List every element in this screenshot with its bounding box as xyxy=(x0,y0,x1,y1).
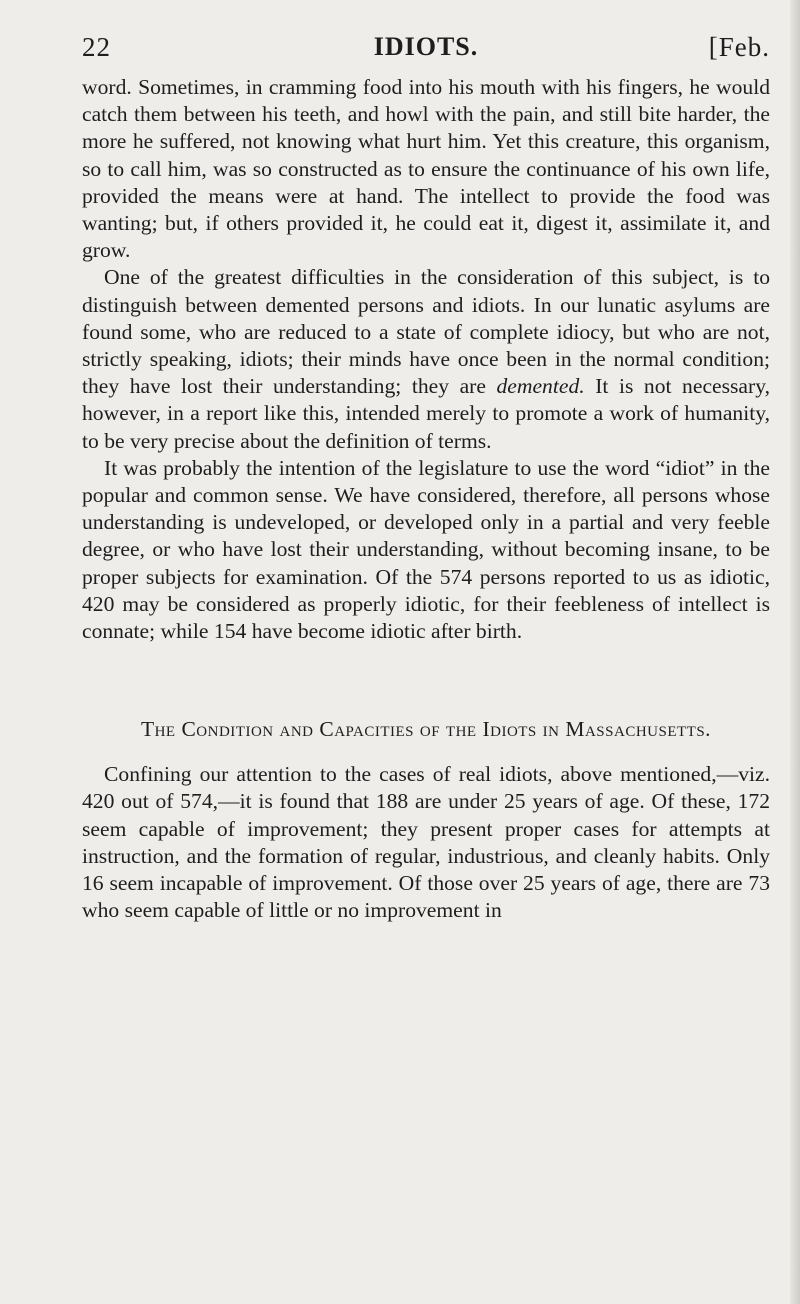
running-month: [Feb. xyxy=(708,32,770,62)
running-title: IDIOTS. xyxy=(373,32,479,61)
page-body xyxy=(82,74,770,924)
paragraph-3: It was probably the intention of the legislature to use the word “idiot” in the popular and common sense. We have considered, therefore, all persons whose understanding is undeveloped, or developed only in a partial and very feeble degree, or who have lost their understanding, without becoming insane, to be proper subjects for examination. Of the 574 persons reported to us as idiotic, 420 may be considered as properly idiotic, for their feebleness of intellect is connate; while 154 have become idiotic after birth. xyxy=(82,455,770,644)
paragraph-2-tail: It is not necessary, however, in a report like this, intended merely to promote a work of humanity, to be very precise about the definition of terms. xyxy=(82,374,770,453)
section-heading: The Condition and Capacities of the Idiots in Massachusetts. xyxy=(140,717,712,742)
paragraph-1: word. Sometimes, in cramming food into his mouth with his fingers, he would catch them between his teeth, and howl with the pain, and still bite harder, the more he suffered, not knowing what hurt him. Yet this creature, this organism, so to call him, was so constructed as to ensure the continuance of his own life, provided the means were at hand. The intellect to provide the food was wanting; but, if others provided it, he could eat it, digest it, assimilate it, and grow. xyxy=(82,75,770,263)
page-number: 22 xyxy=(82,32,111,62)
paragraph-2 xyxy=(82,264,770,454)
paragraph-4: Confining our attention to the cases of real idiots, above mentioned,—viz. 420 out of 574,—it is found that 188 are under 25 years of age. Of these, 172 seem capable of improvement; they present proper cases for attempts at instruction, and the formation of regular, industrious, and cleanly habits. Only 16 seem incapable of improvement. Of those over 25 years of age, there are 73 who seem capable of little or no improvement in xyxy=(82,762,770,923)
paragraph-2-text: One of the greatest difficulties in the consideration of this subject, is to distinguish between demented persons and idiots. In our lunatic asylums are found some, who are reduced to a state of complete idiocy, but who are not, strictly speaking, idiots; their minds have once been in the normal condition; they have lost their understanding; they are xyxy=(82,265,770,399)
book-page xyxy=(82,30,770,924)
demented-word: demented. xyxy=(496,374,585,399)
page-edge xyxy=(790,0,800,1304)
running-header xyxy=(82,30,770,74)
